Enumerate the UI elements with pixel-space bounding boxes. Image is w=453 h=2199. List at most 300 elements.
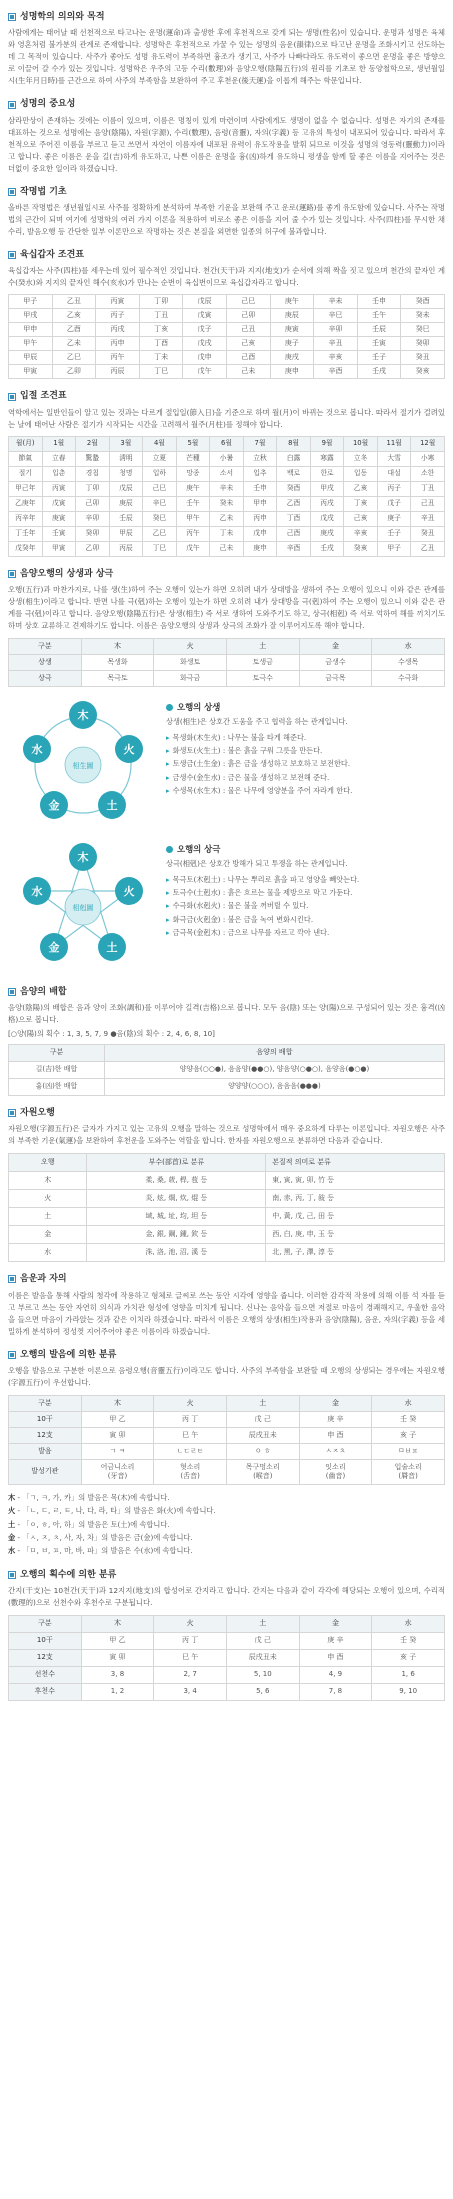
table-cell: ㅅㅈㅊ <box>299 1443 372 1459</box>
arrow-icon: ▸ <box>166 772 170 782</box>
diagram-desc: 상극(相剋)은 상호간 방해가 되고 투쟁을 하는 관계입니다. <box>166 859 348 869</box>
table-cell: 乙丑 <box>52 295 96 309</box>
table-cell: 庚辰 <box>109 496 143 511</box>
table-cell: 辛巳 <box>314 309 358 323</box>
table-cell: 北, 黑, 子, 澤, 淳 등 <box>266 1244 445 1262</box>
table-cell: 戊子 <box>183 323 227 337</box>
table-cell: 辛巳 <box>143 496 177 511</box>
element-label: 火 <box>8 1506 16 1516</box>
table-cell: 壬寅 <box>357 337 401 351</box>
section-sixty-cycle <box>8 248 445 379</box>
diagram-item-list <box>166 731 352 798</box>
table-row <box>9 1061 445 1078</box>
table-cell: 壬辰 <box>357 323 401 337</box>
diagram-item-text: 목생화(木生火) : 나무는 불을 타게 해준다. <box>172 732 307 742</box>
table-cell: 庚寅 <box>270 323 314 337</box>
table-cell: 백로 <box>277 466 311 481</box>
table-header-cell: 7월 <box>243 436 277 451</box>
table-cell: 선천수 <box>9 1666 82 1683</box>
node-wood <box>69 701 97 729</box>
table-cell: 乙酉 <box>277 496 311 511</box>
table-row <box>9 671 445 687</box>
arrow-icon: ▸ <box>166 914 170 924</box>
table-cell: 己亥 <box>344 511 378 526</box>
diagram-desc: 상생(相生)은 상호간 도움을 주고 협력을 하는 관계입니다. <box>166 717 348 727</box>
diagram-item-text: 금생수(金生水) : 금은 물을 생성하고 보전해 준다. <box>172 772 330 782</box>
diagram-item-text: 화생토(火生土) : 불은 흙을 구워 그릇을 만든다. <box>172 745 323 755</box>
stroke-note: [○양(陽)의 획수 : 1, 3, 5, 7, 9 ●음(陰)의 획수 : 2, 4, 6, 8, 10] <box>8 1029 215 1039</box>
table-cell: 庚申 <box>270 365 314 379</box>
table-cell: 발성기관 <box>9 1459 82 1484</box>
table-header-cell: 2월 <box>76 436 110 451</box>
section-text: 삼라만상이 존재하는 것에는 이름이 있으며, 이름은 명칭이 있게 마련이며 사람에게도 생명이 없을 수 없습니다. 성명은 자기의 존재를 대표하는 것으로 성명에는 음양(陰陽), 자원(字源), 수리(數理), 음령(音靈), 자의(字義) 등 고유의 특성이 내포되어 있습니다. 따라서 후천적으로 주어진 이름을 부르고 듣고 쓰면서 자연이 이름자에 내포된 유력이 유도작용을 발휘 되므로 이것을 성명의 영동력(靈動力)이라고 합니다. 좋은 이름은 운을 길(吉)하게 유도하고, 나쁜 이름은 운명을 흉(凶)하게 유도하니 평생을 함께 할 좋은 이름을 지어주는 것은 더없이 중요한 일이라 하겠습니다. <box>8 115 445 173</box>
table-cell: 寒露 <box>310 451 344 466</box>
sixty-cycle-table <box>8 294 445 379</box>
table-cell: 辰戌丑未 <box>226 1427 299 1443</box>
table-row <box>9 1683 445 1700</box>
table-row <box>9 1244 445 1262</box>
table-cell: 목구멍소리 (喉音) <box>226 1459 299 1484</box>
table-header-cell: 火 <box>154 639 227 655</box>
section-text: 오행을 발음으로 구분한 이론으로 음령오행(音靈五行)이라고도 합니다. 사주의 부족함을 보완할 때 오행의 상생되는 경우에는 자원오행(字源五行)이 우선합니다. <box>8 1365 445 1387</box>
table-row <box>9 451 445 466</box>
table-cell: 1, 6 <box>372 1666 445 1683</box>
diagram-item-text: 토생금(土生金) : 흙은 금을 생성하고 보호하고 보전한다. <box>172 759 351 769</box>
table-cell: 白露 <box>277 451 311 466</box>
table-cell: 甲申 <box>243 496 277 511</box>
table-cell: 庚 辛 <box>299 1411 372 1427</box>
table-header-cell: 9월 <box>310 436 344 451</box>
table-header-cell: 오행 <box>9 1154 87 1172</box>
element-label: 金 <box>8 1532 16 1542</box>
diagram-item-text: 화극금(火剋金) : 불은 금을 녹여 변화시킨다. <box>172 914 314 924</box>
table-cell: 丁未 <box>139 351 183 365</box>
table-cell: 청명 <box>109 466 143 481</box>
table-cell: 甲午 <box>9 337 53 351</box>
section-text: 올바른 작명법은 생년월일시로 사주를 정확하게 분석하여 부족한 기운을 보완해 주고 운로(運路)를 좋게 유도함에 있습니다. 사주는 작명법의 근간이 되며 여기에 성명학의 여러 가지 이론을 적용하여 비로소 좋은 이름을 지어 줄 수가 있는 것입니다. 사주(四柱)를 무시한 채 수리, 발음오행 등 간단한 일부 이론만으로 작명하는 것은 본질을 외면한 일종의 허구에 불과합니다. <box>8 203 445 236</box>
table-cell: 柔, 桑, 荍, 桿, 苞 등 <box>87 1172 266 1190</box>
table-row <box>9 481 445 496</box>
table-cell: 화극금 <box>154 671 227 687</box>
table-header-cell: 火 <box>154 1395 227 1411</box>
table-cell: 庚子 <box>270 337 314 351</box>
table-cell: 乙卯 <box>52 365 96 379</box>
table-cell: 甲戌 <box>310 481 344 496</box>
element-label: 水 <box>8 1546 16 1556</box>
table-cell: 甲辰 <box>9 351 53 365</box>
table-cell: 甲申 <box>9 323 53 337</box>
table-cell: 절기 <box>9 466 43 481</box>
table-cell: 甲戌 <box>9 309 53 323</box>
bullet-icon <box>8 188 16 196</box>
table-cell: 癸亥 <box>401 365 445 379</box>
table-cell: 甲寅 <box>9 365 53 379</box>
table-cell: ㄴㄷㄹㅌ <box>154 1443 227 1459</box>
diagram-title: 오행의 상생 <box>177 702 221 713</box>
svg-text:土: 土 <box>106 799 118 813</box>
table-cell: 戊戌 <box>183 337 227 351</box>
table-cell: 癸卯 <box>401 337 445 351</box>
table-cell: 12支 <box>9 1649 82 1666</box>
diagram-item <box>166 873 359 886</box>
table-cell: 癸丑 <box>411 526 445 541</box>
section-pronunciation <box>8 1348 445 1558</box>
section-title: 자원오행 <box>20 1107 55 1118</box>
diagram-item <box>166 731 352 744</box>
diagram-item-text: 금극목(金剋木) : 금으로 나무를 자르고 깍아 낸다. <box>172 927 330 937</box>
table-cell: 소한 <box>411 466 445 481</box>
table-header-cell: 5월 <box>176 436 210 451</box>
table-cell: 乙卯 <box>76 541 110 556</box>
table-cell: 戊申 <box>183 351 227 365</box>
table-cell: 巳 午 <box>154 1649 227 1666</box>
table-cell: 목생화 <box>81 655 154 671</box>
table-cell: 丁亥 <box>344 496 378 511</box>
table-cell: 戊辰 <box>183 295 227 309</box>
pronunciation-text: - 「ㅅ, ㅈ, ㅊ, 사, 자, 차」의 발음은 금(金)에 속합니다. <box>15 1532 193 1542</box>
table-cell: 庚戌 <box>270 351 314 365</box>
table-row <box>9 466 445 481</box>
table-cell: 상생 <box>9 655 82 671</box>
node-water <box>23 877 51 905</box>
table-cell: 己亥 <box>226 337 270 351</box>
table-cell: 辛丑 <box>411 511 445 526</box>
svg-text:水: 水 <box>31 743 43 757</box>
svg-text:火: 火 <box>123 885 135 899</box>
table-header-cell: 水 <box>372 1615 445 1632</box>
table-cell: 戊辰 <box>109 481 143 496</box>
table-cell: 壬寅 <box>42 526 76 541</box>
table-cell: 己酉 <box>277 526 311 541</box>
table-header-cell: 11월 <box>377 436 411 451</box>
node-metal <box>40 791 68 819</box>
section-text: 오행(五行)과 마찬가지로, 나를 생(生)하여 주는 오행이 있는가 하면 오히려 내가 상대방을 생하여 주는 오행이 있으니 이와 같은 관계를 상생(相生)이라고 합니다. 반면 나를 극(剋)하는 오행이 있는가 하면 오히려 내가 상대방을 극(剋)하여 주는 오행이 있으니 이와 같은 관계를 극(剋)이라고 합니다. 음양오행(陰陽五行)은 상생(相生) 즉 서로 생하여 도와주기도 하고, 상극(相剋) 즉 서로 억하여 해를 끼치기도 하며 상호 교류하고 견제하기도 합니다. 이름은 음양오행의 상생과 상극의 조화가 잘 이루어지도록 해야 합니다. <box>8 585 445 631</box>
table-cell: 寅 卯 <box>81 1649 154 1666</box>
pronunciation-list <box>8 1491 445 1558</box>
table-row <box>9 1411 445 1427</box>
table-cell: 己卯 <box>76 496 110 511</box>
section-title: 오행의 발음에 의한 분류 <box>20 1349 117 1360</box>
table-cell: 癸未 <box>401 309 445 323</box>
table-row <box>9 1078 445 1095</box>
table-header-cell: 본질적 의미로 분류 <box>266 1154 445 1172</box>
table-row <box>9 496 445 511</box>
table-cell: 壬 癸 <box>372 1632 445 1649</box>
pronunciation-text: - 「ㅁ, ㅂ, ㅍ, 마, 바, 파」의 발음은 수(水)에 속합니다. <box>15 1546 193 1556</box>
table-header-cell: 金 <box>299 639 372 655</box>
table-cell: 금극목 <box>299 671 372 687</box>
svg-text:金: 金 <box>48 941 60 955</box>
table-cell: 庚辰 <box>270 309 314 323</box>
table-cell: 戊戌 <box>310 511 344 526</box>
bullet-icon <box>8 13 16 21</box>
arrow-icon: ▸ <box>166 745 170 755</box>
section-yinyang <box>8 985 445 1096</box>
arrow-icon: ▸ <box>166 927 170 937</box>
bullet-icon <box>8 988 16 996</box>
table-cell: 戊午 <box>183 365 227 379</box>
table-cell: 입하 <box>143 466 177 481</box>
table-cell: 양양양(○○○), 음음음(●●●) <box>104 1078 444 1095</box>
table-row <box>9 1666 445 1683</box>
table-cell: 壬戌 <box>310 541 344 556</box>
pronunciation-item <box>8 1504 445 1517</box>
table-cell: 입동 <box>344 466 378 481</box>
table-cell: 대설 <box>377 466 411 481</box>
table-header-cell: 水 <box>372 1395 445 1411</box>
table-row <box>9 323 445 337</box>
table-cell: 혓소리 (舌音) <box>154 1459 227 1484</box>
table-cell: 3, 8 <box>81 1666 154 1683</box>
arrow-icon: ▸ <box>166 901 170 911</box>
table-cell: 壬辰 <box>109 511 143 526</box>
table-header-cell: 4월 <box>143 436 177 451</box>
section-title: 음양의 배합 <box>20 987 67 998</box>
table-cell: 辛未 <box>314 295 358 309</box>
table-cell: 乙酉 <box>52 323 96 337</box>
table-cell: 木 <box>9 1172 87 1190</box>
jawon-table <box>8 1153 445 1262</box>
table-header-cell: 월(月) <box>9 436 43 451</box>
table-cell: 丁巳 <box>143 541 177 556</box>
table-cell: 흉(凶)한 배합 <box>9 1078 105 1095</box>
table-cell: 丁卯 <box>76 481 110 496</box>
diagram-center-label: 相生圖 <box>72 762 94 771</box>
diagram-item <box>166 771 352 784</box>
table-cell: 甲 乙 <box>81 1411 154 1427</box>
table-row <box>9 1190 445 1208</box>
table-header-row <box>9 1154 445 1172</box>
sanggeuk-diagram <box>8 837 158 975</box>
table-cell: 丙子 <box>377 481 411 496</box>
table-header-row <box>9 436 445 451</box>
table-cell: 驚蟄 <box>76 451 110 466</box>
table-cell: 입술소리 (脣音) <box>372 1459 445 1484</box>
diagram-item <box>166 744 352 757</box>
table-cell: 辛酉 <box>277 541 311 556</box>
bullet-icon <box>8 1351 16 1359</box>
table-cell: 소서 <box>210 466 244 481</box>
section-five-elements <box>8 567 445 975</box>
table-cell: 경칩 <box>76 466 110 481</box>
table-cell: 丙辰 <box>109 541 143 556</box>
table-cell: 節氣 <box>9 451 43 466</box>
arrow-icon: ▸ <box>166 887 170 897</box>
dot-icon <box>166 704 173 711</box>
table-cell: 1, 2 <box>81 1683 154 1700</box>
bullet-icon <box>8 1109 16 1117</box>
table-row <box>9 511 445 526</box>
table-header-row <box>9 1044 445 1061</box>
table-header-cell: 8월 <box>277 436 311 451</box>
table-cell: 丁卯 <box>139 295 183 309</box>
table-cell: 丙申 <box>243 511 277 526</box>
table-cell: 7, 8 <box>299 1683 372 1700</box>
table-cell: 丁巳 <box>139 365 183 379</box>
table-row <box>9 655 445 671</box>
pronunciation-item <box>8 1544 445 1557</box>
table-cell: 癸巳 <box>401 323 445 337</box>
table-cell: ㄱ ㅋ <box>81 1443 154 1459</box>
table-cell: 洙, 洛, 池, 沼, 溪 등 <box>87 1244 266 1262</box>
table-cell: 癸未 <box>210 496 244 511</box>
table-cell: 辛亥 <box>344 526 378 541</box>
table-header-cell: 木 <box>81 1615 154 1632</box>
table-cell: 5, 6 <box>226 1683 299 1700</box>
section-naming-basics <box>8 185 445 238</box>
table-cell: 甲己年 <box>9 481 43 496</box>
pronunciation-text: - 「ㅇ, ㅎ, 아, 하」의 발음은 토(土)에 속합니다. <box>15 1519 170 1529</box>
table-cell: 立秋 <box>243 451 277 466</box>
diagram-item <box>166 886 359 899</box>
stroke-table <box>8 1615 445 1701</box>
table-cell: 4, 9 <box>299 1666 372 1683</box>
node-earth <box>98 933 126 961</box>
table-cell: 壬 癸 <box>372 1411 445 1427</box>
sangsaeng-diagram <box>8 695 158 833</box>
table-cell: 丙 丁 <box>154 1632 227 1649</box>
diagram-center-label: 相剋圖 <box>72 904 94 913</box>
table-cell: 한로 <box>310 466 344 481</box>
table-header-cell: 부수(部首)로 분류 <box>87 1154 266 1172</box>
table-cell: 小寒 <box>411 451 445 466</box>
pronunciation-item <box>8 1518 445 1531</box>
node-fire <box>115 877 143 905</box>
table-cell: 壬午 <box>357 309 401 323</box>
table-cell: 申 酉 <box>299 1649 372 1666</box>
table-cell: 辛卯 <box>314 323 358 337</box>
table-cell: 亥 子 <box>372 1649 445 1666</box>
section-title: 성명의 중요성 <box>20 99 76 110</box>
table-cell: 甲子 <box>9 295 53 309</box>
bullet-icon <box>8 1571 16 1579</box>
table-cell: 己巳 <box>226 295 270 309</box>
table-cell: 己丑 <box>411 496 445 511</box>
table-cell: 水 <box>9 1244 87 1262</box>
table-cell: 어금니소리 (牙音) <box>81 1459 154 1484</box>
table-cell: 乙亥 <box>344 481 378 496</box>
table-header-cell: 木 <box>81 1395 154 1411</box>
table-header-row <box>9 639 445 655</box>
table-cell: ㅁㅂㅍ <box>372 1443 445 1459</box>
table-cell: 2, 7 <box>154 1666 227 1683</box>
table-header-row <box>9 1615 445 1632</box>
table-cell: 己卯 <box>226 309 270 323</box>
table-cell: 甲子 <box>377 541 411 556</box>
table-cell: 乙亥 <box>52 309 96 323</box>
table-cell: 癸亥 <box>344 541 378 556</box>
table-cell: 壬戌 <box>357 365 401 379</box>
dot-icon <box>166 846 173 853</box>
table-header-cell: 12월 <box>411 436 445 451</box>
node-wood <box>69 843 97 871</box>
table-row <box>9 1208 445 1226</box>
table-cell: 庚申 <box>243 541 277 556</box>
table-row <box>9 1632 445 1649</box>
section-sound-meaning <box>8 1272 445 1337</box>
diagram-title: 오행의 상극 <box>177 844 221 855</box>
table-header-cell: 구분 <box>9 639 82 655</box>
bullet-icon <box>8 570 16 578</box>
table-cell: 芒種 <box>176 451 210 466</box>
table-cell: 戊寅 <box>42 496 76 511</box>
table-header-cell: 6월 <box>210 436 244 451</box>
table-cell: 잇소리 (齒音) <box>299 1459 372 1484</box>
table-cell: 丙申 <box>96 337 140 351</box>
table-cell: 丁亥 <box>139 323 183 337</box>
table-cell: 戊寅 <box>183 309 227 323</box>
table-cell: 壬申 <box>357 295 401 309</box>
table-cell: 丁酉 <box>277 511 311 526</box>
node-earth <box>98 791 126 819</box>
table-cell: 丙午 <box>176 526 210 541</box>
table-cell: 10干 <box>9 1632 82 1649</box>
table-cell: 己酉 <box>226 351 270 365</box>
pronunciation-text: - 「ㄴ, ㄷ, ㄹ, ㅌ, 나, 다, 라, 타」의 발음은 화(火)에 속합니다. <box>15 1506 216 1516</box>
table-cell: 壬子 <box>377 526 411 541</box>
table-cell: 寅 卯 <box>81 1427 154 1443</box>
table-cell: 亥 子 <box>372 1427 445 1443</box>
svg-text:金: 金 <box>48 799 60 813</box>
bullet-icon <box>8 101 16 109</box>
solar-terms-table <box>8 436 445 557</box>
bullet-icon <box>8 251 16 259</box>
diagram-item-text: 목극토(木剋土) : 나무는 뿌리로 흙을 파고 영양을 빼앗는다. <box>172 874 360 884</box>
table-row <box>9 1226 445 1244</box>
section-text: 이름은 발음을 통해 사람의 청각에 작용하고 형체로 글씨로 쓰는 동안 시각에 영향을 줍니다. 이러한 감각적 작용에 의해 이름 석 자를 듣고 부르고 쓰는 동안 자연히 의식과 가치관 형성에 영향을 미치게 됩니다. 신나는 음악을 들으면 저절로 마음이 경쾌해지고, 우울한 음악을 들으면 마음이 가라앉는 것과 같은 이치라 하겠습니다. 따라서 이름은 오행의 상생(相生)작용과 음양(陰陽), 음운, 자의(字義) 등을 세밀하게 분석하여 정성껏 지어주어야 좋은 이름이라 하겠습니다. <box>8 1290 445 1336</box>
table-cell: 中, 黃, 戊, 己, 田 등 <box>266 1208 445 1226</box>
table-header-cell: 土 <box>226 639 299 655</box>
node-metal <box>40 933 68 961</box>
table-cell: 3, 4 <box>154 1683 227 1700</box>
table-cell: 大雪 <box>377 451 411 466</box>
table-cell: 입추 <box>243 466 277 481</box>
table-row <box>9 295 445 309</box>
table-header-cell: 金 <box>299 1615 372 1632</box>
table-cell: 甲 乙 <box>81 1632 154 1649</box>
table-header-cell: 3월 <box>109 436 143 451</box>
table-cell: 丁丑 <box>411 481 445 496</box>
table-cell: 壬午 <box>176 496 210 511</box>
section-title: 오행의 획수에 의한 분류 <box>20 1569 117 1580</box>
diagram-item <box>166 784 352 797</box>
table-header-cell: 水 <box>372 639 445 655</box>
table-cell: 乙丑 <box>411 541 445 556</box>
table-header-cell: 土 <box>226 1395 299 1411</box>
table-cell: 甲辰 <box>109 526 143 541</box>
table-cell: 巳 午 <box>154 1427 227 1443</box>
table-row <box>9 337 445 351</box>
pronunciation-text: - 「ㄱ, ㅋ, 가, 카」의 발음은 목(木)에 속합니다. <box>15 1492 170 1502</box>
table-cell: 상극 <box>9 671 82 687</box>
table-cell: 火 <box>9 1190 87 1208</box>
svg-text:土: 土 <box>106 941 118 955</box>
diagram-item-text: 토극수(土剋水) : 흙은 흐르는 물을 제방으로 막고 가둔다. <box>172 887 353 897</box>
table-cell: ㅇ ㅎ <box>226 1443 299 1459</box>
table-row <box>9 365 445 379</box>
table-cell: 壬子 <box>357 351 401 365</box>
table-cell: 己未 <box>210 541 244 556</box>
table-cell: 乙巳 <box>143 526 177 541</box>
section-jawon <box>8 1106 445 1262</box>
table-cell: 丙寅 <box>96 295 140 309</box>
table-cell: 壬申 <box>243 481 277 496</box>
section-purpose <box>8 10 445 87</box>
table-row <box>9 1172 445 1190</box>
table-row <box>9 309 445 323</box>
section-title: 육십갑자 조견표 <box>20 249 84 260</box>
table-cell: 癸酉 <box>277 481 311 496</box>
